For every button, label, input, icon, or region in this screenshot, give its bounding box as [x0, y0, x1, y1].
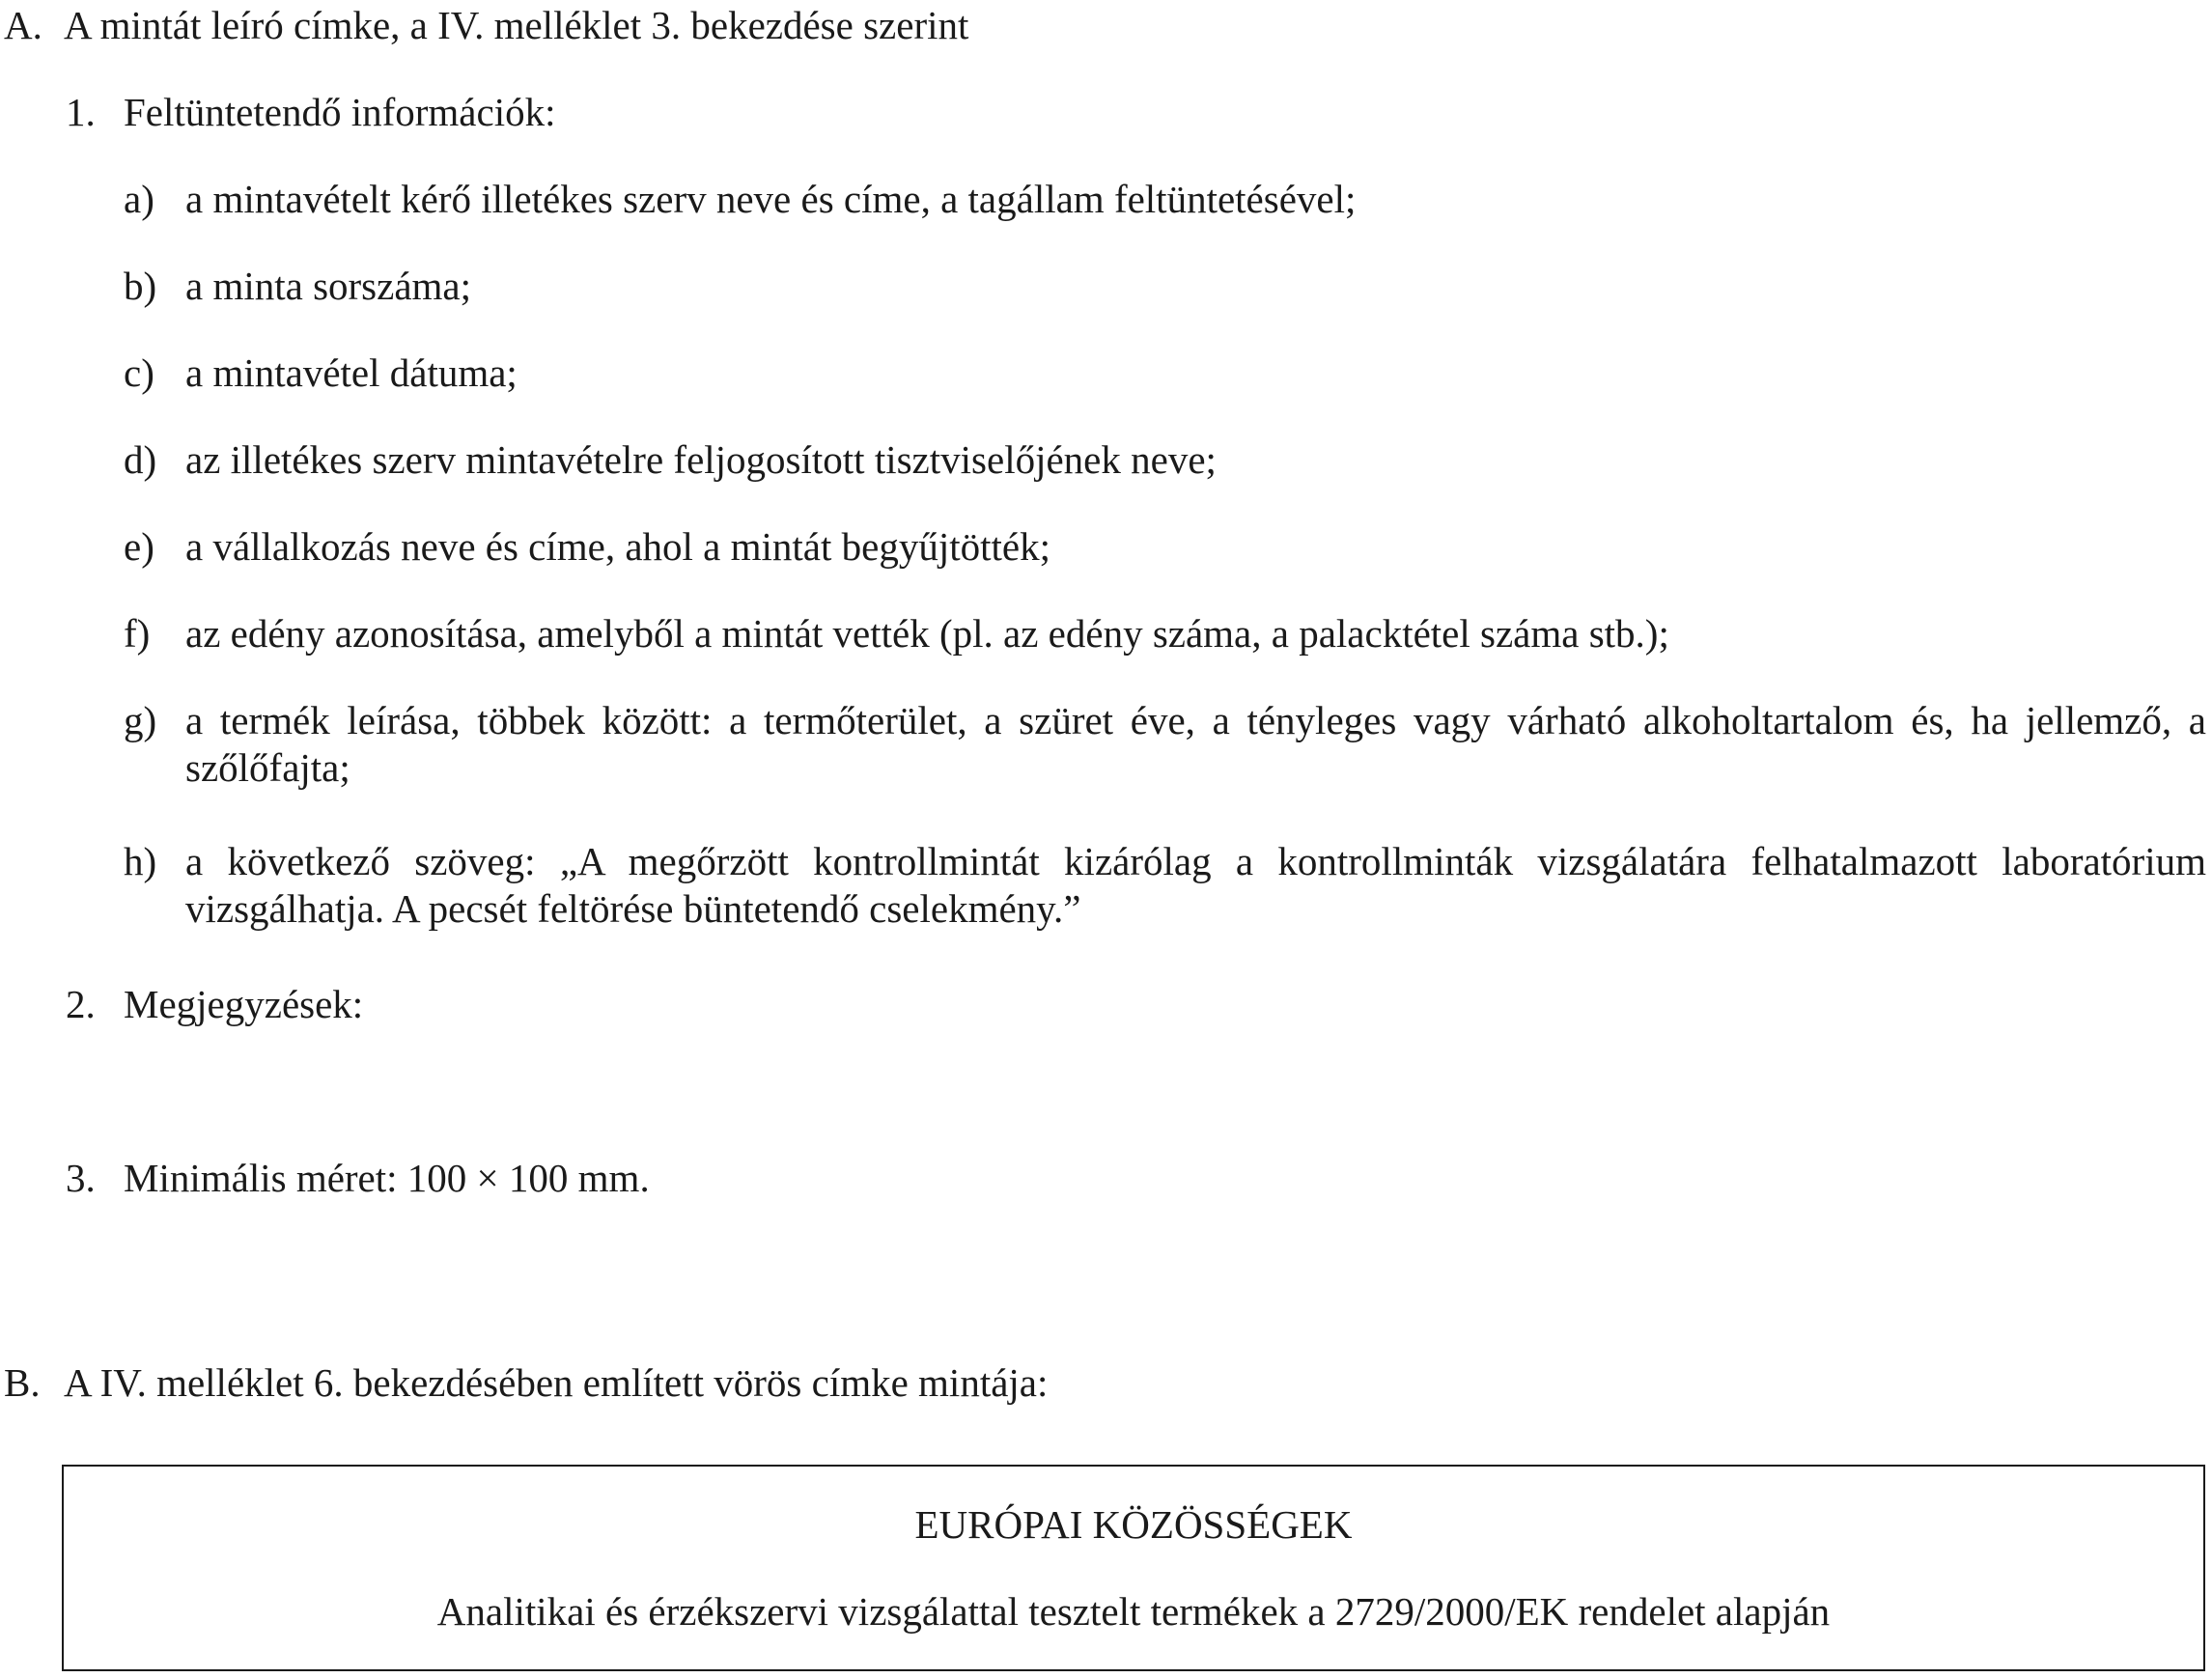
red-label-sample-box: [62, 1465, 2205, 1671]
subitem-text: az edény azonosítása, amelyből a mintát vették (pl. az edény száma, a palacktétel száma stb.);: [185, 611, 1669, 656]
subitem-text: a minta sorszáma;: [185, 264, 472, 308]
section-b-marker: B.: [4, 1360, 41, 1405]
subitem-letter: a): [124, 177, 154, 221]
subitem-letter: b): [124, 264, 157, 308]
section-a-marker: A.: [4, 3, 42, 47]
item-1-label: Feltüntetendő információk:: [124, 90, 556, 134]
subitem-text: a mintavétel dátuma;: [185, 350, 518, 395]
subitem-text: a vállalkozás neve és címe, ahol a mintát begyűjtötték;: [185, 524, 1050, 569]
subitem-letter: e): [124, 524, 154, 569]
subitem-text: az illetékes szerv mintavételre feljogosított tisztviselőjének neve;: [185, 437, 1217, 482]
subitem-text: a következő szöveg: „A megőrzött kontrollmintát kizárólag a kontrollminták vizsgálatára felhatalmazott laboratórium vizsgálhatja. A pecsét feltörése büntetendő cselekmény.”: [185, 839, 2206, 932]
subitem-letter: d): [124, 437, 157, 482]
subitem-text: a mintavételt kérő illetékes szerv neve és címe, a tagállam feltüntetésével;: [185, 177, 1357, 221]
section-a-title: A mintát leíró címke, a IV. melléklet 3. bekezdése szerint: [64, 3, 969, 47]
subitem-letter: g): [124, 698, 157, 742]
label-subtitle: Analitikai és érzékszervi vizsgálattal tesztelt termékek a 2729/2000/EK rendelet alapján: [436, 1589, 1831, 1634]
item-3-number: 3.: [66, 1156, 96, 1200]
item-2-label: Megjegyzések:: [124, 982, 364, 1026]
label-heading: EURÓPAI KÖZÖSSÉGEK: [914, 1502, 1353, 1547]
section-b-title: A IV. melléklet 6. bekezdésében említett vörös címke mintája:: [64, 1360, 1049, 1405]
subitem-letter: c): [124, 350, 154, 395]
subitem-text: a termék leírása, többek között: a termőterület, a szüret éve, a tényleges vagy várható alkoholtartalom és, ha jellemző, a szőlőfajta;: [185, 698, 2206, 791]
item-3-label: Minimális méret: 100 × 100 mm.: [124, 1156, 650, 1200]
subitem-letter: f): [124, 611, 151, 656]
subitem-letter: h): [124, 839, 157, 883]
item-1-number: 1.: [66, 90, 96, 134]
item-2-number: 2.: [66, 982, 96, 1026]
